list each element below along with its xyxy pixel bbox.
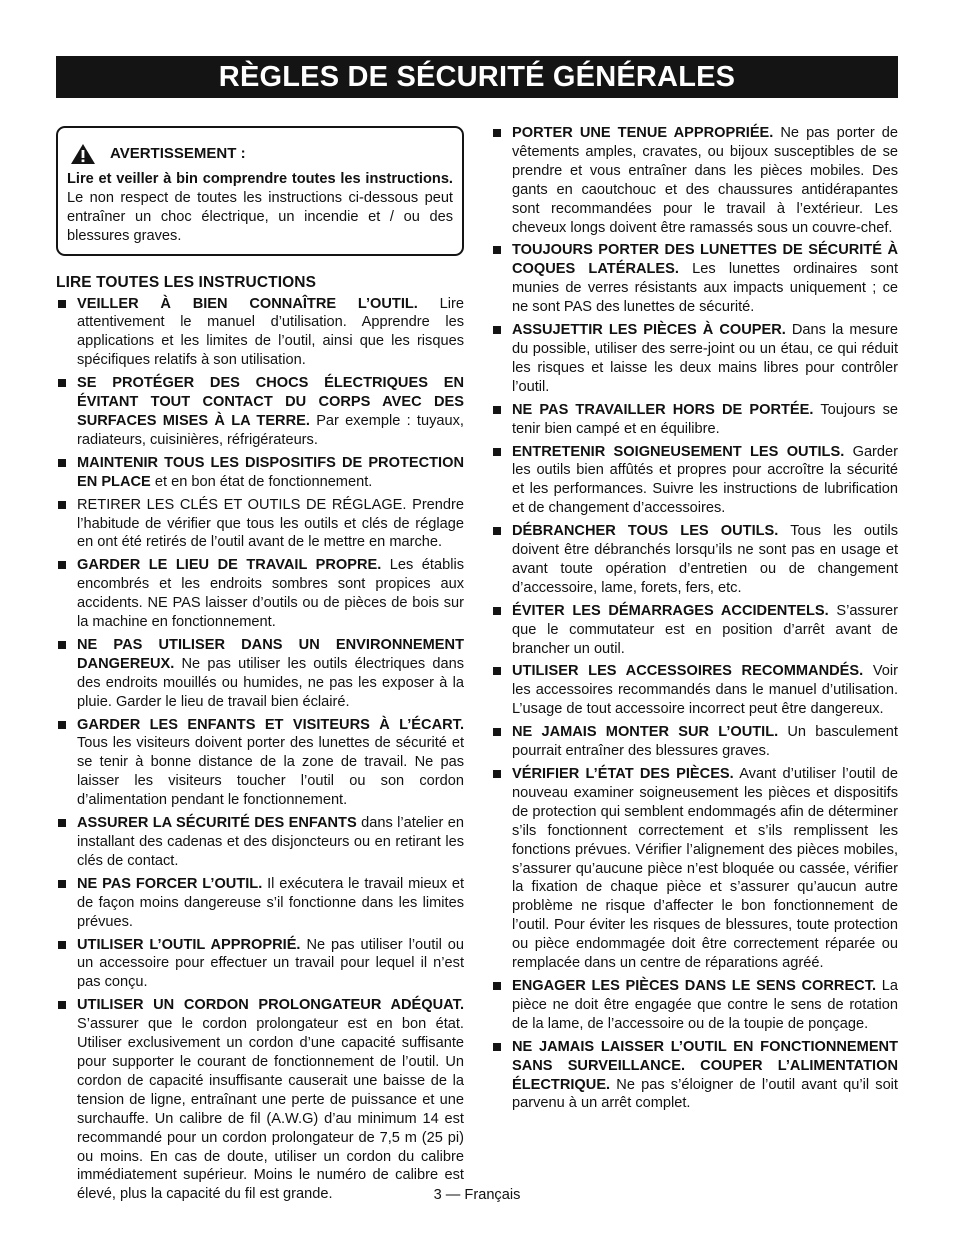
rule-heading: DÉBRANCHER TOUS LES OUTILS. [512,523,779,540]
rule-heading: ENGAGER LES PIÈCES DANS LE SENS CORRECT. [512,977,877,994]
rule-item [56,814,464,871]
rule-heading: ASSURER LA SÉCURITÉ DES ENFANTS [77,815,357,832]
rule-heading: SE PROTÉGER DES CHOCS ÉLECTRIQUES EN ÉVITANT TOUT CONTACT DU CORPS AVEC DES SURFACES MISES À LA TERRE. [77,375,464,429]
warning-box [56,126,464,256]
rule-item [56,496,464,553]
rule-item [491,765,898,973]
rule-item [491,977,898,1034]
rule-heading: VEILLER À BIEN CONNAÎTRE L’OUTIL. [77,295,418,312]
rule-heading: UTILISER UN CORDON PROLONGATEUR ADÉQUAT. [77,997,464,1014]
right-rules-list [491,124,898,1113]
square-bullet-icon [58,941,66,949]
page-footer: 3 — Français [433,1187,521,1203]
square-bullet-icon [58,561,66,569]
rule-item [56,936,464,993]
rule-item [56,996,464,1204]
warning-body: Le non respect de toutes les instructions ci-dessous peut entraîner un choc électrique, un incendie et / ou des blessures graves. [67,189,453,244]
rule-text: Tous les outils doivent être débranchés lorsqu’ils ne sont pas en usage et avant toute opération d’entretien ou de changement d’accessoire, lame, forets, fers, etc. [512,523,898,596]
left-column [56,126,464,1208]
rule-heading: ASSUJETTIR LES PIÈCES À COUPER. [512,322,786,339]
square-bullet-icon [58,641,66,649]
rule-heading: MAINTENIR TOUS LES DISPOSITIFS DE PROTECTION EN PLACE [77,454,464,490]
rule-heading: ENTRETENIR SOIGNEUSEMENT LES OUTILS. [512,443,845,460]
rule-text: dans l’atelier en installant des cadenas et des disjoncteurs ou en retirant les clés de contact. [77,815,464,869]
rule-item [491,602,898,659]
rule-text: Les lunettes ordinaires sont munies de verres résistants aux impacts uniquement ; ce ne sont PAS des lunettes de sécurité. [512,261,898,316]
rule-text: Les établis encombrés et les endroits sombres sont propices aux accidents. NE PAS laisser d’outils ou de pièces de bois sur la machine en fonctionnement. [77,557,464,631]
square-bullet-icon [493,326,501,334]
right-column [491,124,898,1117]
rule-text: Par exemple : tuyaux, radiateurs, cuisinières, réfrigérateurs. [77,412,464,448]
section-title: LIRE TOUTES LES INSTRUCTIONS [56,273,317,291]
square-bullet-icon [58,819,66,827]
warning-text [67,170,453,246]
square-bullet-icon [493,406,501,414]
rule-item [56,636,464,712]
rule-text: S’assurer que le commutateur est en position d’arrêt avant de brancher un outil. [512,602,898,657]
rule-text: Ne pas s’éloigner de l’outil avant qu’il soit parvenu à un arrêt complet. [512,1076,898,1112]
square-bullet-icon [493,667,501,675]
rule-heading: NE JAMAIS LAISSER L’OUTIL EN FONCTIONNEMENT SANS SURVEILLANCE. COUPER L’ALIMENTATION ÉLECTRIQUE. [512,1038,898,1093]
square-bullet-icon [493,246,501,254]
rule-text: Lire attentivement le manuel d’utilisation. Apprendre les applications et les limites de l’outil, ainsi que les risques spécifiques relatifs à son utilisation. [77,295,464,369]
rule-heading: NE PAS UTILISER DANS UN ENVIRONNEMENT DANGEREUX. [77,636,464,672]
rule-text: Ne pas utiliser l’outil ou un accessoire pour effectuer un travail pour lequel il n’est pas conçu. [77,936,464,991]
rule-text: Dans la mesure du possible, utiliser des serre-joint ou un étau, ce qui réduit les risques et laisse les deux mains libres pour contrôler l’outil. [512,322,899,395]
square-bullet-icon [58,379,66,387]
square-bullet-icon [493,728,501,736]
rule-item [491,401,898,439]
rule-text: Avant d’utiliser l’outil de nouveau examiner soigneusement les pièces et dispositifs de protection qui semblent endommagés afin de déterminer s’ils fonctionnent correctement et s’ils remplissent les fonctions prévues. Vérifier l’alignement des pièces mobiles, s’assurer qu’aucune pièce n’est bloquée ou cassée, vérifier la fixation de chaque pièce et s’assurer qu’aucun autre problème ne risque d’affecter le bon fonctionnement de l’outil. Pour éviter les risques de blessures, toute protection ou pièce endommagée doit être correctement réparée ou remplacée dans un centre de réparations agréé. [512,766,898,972]
rule-item [56,295,464,371]
rule-text: La pièce ne doit être engagée que contre le sens de rotation de la lame, de l’accessoire ou de la toupie de ponçage. [512,977,898,1032]
rule-text: Tous les visiteurs doivent porter des lunettes de sécurité et se tenir à bonne distance de la zone de travail. Ne pas laisser les visiteurs toucher l’outil ou son cordon d’alimentation pendant le fonctionnement. [77,735,464,809]
rule-text: Ne pas porter de vêtements amples, cravates, ou bijoux susceptibles de se prendre et vous entraîner dans les pièces mobiles. Des gants en caoutchouc et des chaussures antidérapantes sont recommandées pour le travail à l’extérieur. Les cheveux longs doivent être ramassés sous un couvre-chef. [512,125,898,236]
rule-text: RETIRER LES CLÉS ET OUTILS DE RÉGLAGE. Prendre l’habitude de vérifier que tous les outils et clés de réglage en ont été retirés de l’outil avant de le mettre en marche. [77,496,464,551]
square-bullet-icon [58,459,66,467]
square-bullet-icon [493,770,501,778]
left-rules-list [56,295,464,1205]
rule-text: Ne pas utiliser les outils électriques dans des endroits mouillés ou humides, ne pas les exposer à la pluie. Garder le lieu de travail bien éclairé. [77,655,464,710]
warning-heading [70,143,453,165]
rule-text: Toujours se tenir bien campé et en équilibre. [512,401,898,437]
square-bullet-icon [493,448,501,456]
rule-heading: NE PAS FORCER L’OUTIL. [77,875,263,892]
rule-heading: GARDER LES ENFANTS ET VISITEURS À L’ÉCART. [77,716,464,733]
rule-heading: UTILISER LES ACCESSOIRES RECOMMANDÉS. [512,663,864,680]
rule-heading: TOUJOURS PORTER DES LUNETTES DE SÉCURITÉ À COQUES LATÉRALES. [512,242,898,278]
square-bullet-icon [58,1001,66,1009]
rule-heading: UTILISER L’OUTIL APPROPRIÉ. [77,936,301,953]
rule-item [491,1038,898,1114]
rule-item [491,443,898,519]
rule-heading: NE JAMAIS MONTER SUR L’OUTIL. [512,724,779,741]
rule-item [491,662,898,719]
square-bullet-icon [58,501,66,509]
square-bullet-icon [493,1043,501,1051]
rule-text: Un basculement pourrait entraîner des blessures graves. [512,724,898,760]
square-bullet-icon [493,982,501,990]
rule-heading: NE PAS TRAVAILLER HORS DE PORTÉE. [512,401,814,418]
warning-triangle-icon [70,143,96,165]
rule-text: Garder les outils bien affûtés et propres pour accroître la sécurité et les performances. Suivre les instructions de lubrification et de changement d’accessoires. [512,443,899,517]
square-bullet-icon [58,721,66,729]
rule-item [56,875,464,932]
square-bullet-icon [58,880,66,888]
square-bullet-icon [493,527,501,535]
warning-heading-text: AVERTISSEMENT : [110,144,246,162]
rule-heading: VÉRIFIER L’ÉTAT DES PIÈCES. [512,766,734,782]
rule-text: S’assurer que le cordon prolongateur est en bon état. Utiliser exclusivement un cordon d’une capacité suffisante pour supporter le courant de fonctionnement de l’outil. Un cordon de capacité insuffisante causerait une baisse de la tension de ligne, entraînant une perte de puissance et une surchauffe. Un calibre de fil (A.W.G) d’au minimum 14 est recommandé pour un cordon prolongateur de 7,5 m (25 pi) ou moins. En cas de doute, utiliser un cordon du calibre immédiatement supérieur. Moins le numéro de calibre est élevé, plus la capacité du fil est grande. [77,1016,464,1203]
warning-lead: Lire et veiller à bin comprendre toutes les instructions. [67,171,453,187]
rule-text: et en bon état de fonctionnement. [154,473,373,490]
rule-item [56,374,464,450]
rule-item [491,522,898,598]
rule-item [56,716,464,811]
rule-item [56,556,464,632]
square-bullet-icon [493,129,501,137]
rule-heading: ÉVITER LES DÉMARRAGES ACCIDENTELS. [512,602,829,619]
rule-item [491,124,898,237]
rule-text: Voir les accessoires recommandés dans le manuel d’utilisation. L’usage de tout accessoire incorrect peut être dangereux. [512,663,898,718]
rule-heading: GARDER LE LIEU DE TRAVAIL PROPRE. [77,557,382,574]
square-bullet-icon [58,300,66,308]
rule-item [491,321,898,397]
rule-item [491,241,898,317]
square-bullet-icon [493,607,501,615]
rule-item [56,454,464,492]
rule-heading: PORTER UNE TENUE APPROPRIÉE. [512,125,774,141]
page-title: RÈGLES DE SÉCURITÉ GÉNÉRALES [56,56,898,98]
rule-text: Il exécutera le travail mieux et de façon moins dangereuse s’il fonctionne dans les limites prévues. [77,875,464,930]
rule-item [491,723,898,761]
